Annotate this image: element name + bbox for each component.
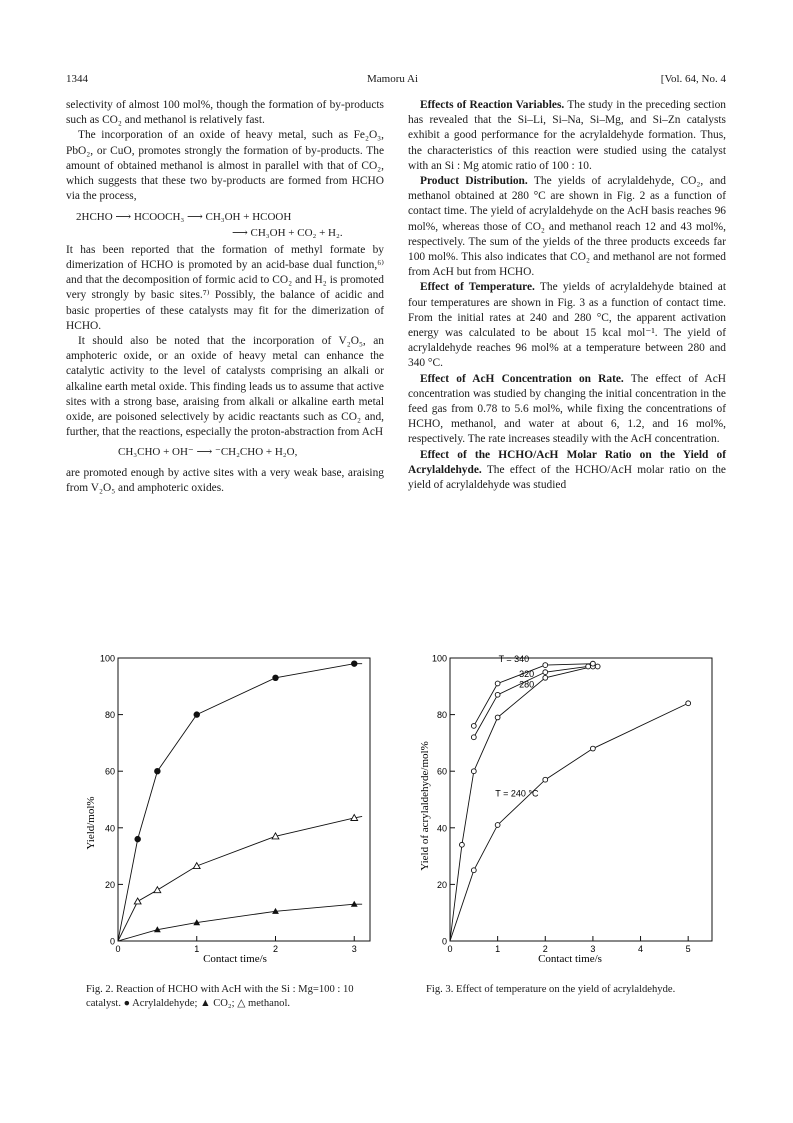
annotation-label: 320 [519, 668, 535, 679]
y-tick-label: 80 [436, 710, 447, 721]
data-point-open-circle [586, 664, 591, 669]
x-tick-label: 3 [590, 944, 596, 954]
series-line [450, 703, 688, 941]
data-point-open-triangle [154, 887, 161, 893]
y-tick-label: 0 [441, 936, 447, 947]
figure-3-caption: Fig. 3. Effect of temperature on the yield of acrylaldehyde. [426, 984, 676, 995]
x-tick-label: 4 [638, 944, 644, 954]
right-column [408, 98, 726, 493]
paragraph: It should also be noted that the incorporation of V₂O₅, an amphoteric oxide, or an oxide of heavy metal can enhance the catalytic activity to the level of catalysts comprising an alkali or alkaline earth metal oxide. This finding leads us to assume that active sites with a strong base, araising from alkali or alkaline earth metal oxide, are poisoned selectively by acidic reactants such as CO₂ and, further, that the reactions, especially the proton-abstraction from AcH [66, 335, 384, 439]
section-heading: Effect of AcH Concentration on Rate. [420, 372, 624, 385]
paragraph: are promoted enough by active sites with a very weak base, araising from V₂O₅ and amphoteric oxides. [66, 466, 384, 494]
page-header [66, 73, 726, 87]
series-line [118, 816, 362, 941]
data-point-open-circle [543, 670, 548, 675]
data-point-filled-circle [272, 675, 278, 681]
y-tick-label: 20 [104, 879, 115, 890]
y-tick-label: 100 [431, 653, 447, 664]
data-point-open-circle [495, 715, 500, 720]
data-point-open-circle [543, 675, 548, 680]
paragraph: Effects of Reaction Variables. The study in the preceding section has revealed that the Si–Li, Si–Na, Si–Mg, and Si–Zn catalysts exhibit a good performance for the acrylaldehyde formation. Thus, the characteristics of this reaction were studied using the catalyst with an Si : Mg atomic ratio of 100 : 10. [408, 99, 727, 172]
y-tick-label: 40 [436, 823, 447, 834]
data-point-open-circle [471, 769, 476, 774]
x-tick-label: 2 [542, 944, 548, 954]
data-point-filled-circle [351, 660, 357, 666]
paragraph: Effect of AcH Concentration on Rate. The effect of AcH concentration was studied by changing the initial concentration in the feed gas from 0.78 to 5.6 mol%, while fixing the concentrations of HCHO, methanol, and water at about 6, 1.2, and 16 mol%, respectively. The rate increases steadily with the AcH concentration. [408, 372, 726, 446]
journal-volume: [Vol. 64, No. 4 [660, 73, 726, 85]
y-tick-label: 40 [104, 823, 115, 834]
series-line [118, 664, 362, 941]
data-point-open-circle [495, 823, 500, 828]
paragraph: Effect of Temperature. The yields of acrylaldehyde btained at four temperatures are shown in Fig. 3 as a function of contact time. From the initial rates at 240 and 280 °C, the apparent activation energy was calculated to be about 15 kcal mol⁻¹. The yield of acrylaldehyde reaches 96 mol% at a temperature between 280 and 340 °C. [408, 281, 727, 370]
annotation-label: T = 240 °C [495, 788, 539, 799]
data-point-open-circle [495, 692, 500, 697]
data-point-open-circle [543, 663, 548, 668]
x-tick-label: 5 [685, 944, 691, 954]
data-point-open-circle [591, 661, 596, 666]
y-tick-label: 80 [104, 710, 115, 721]
figure-3-chart [408, 648, 718, 978]
x-tick-label: 1 [495, 944, 501, 954]
y-axis-label: Yield/mol% [85, 796, 97, 850]
x-tick-label: 2 [272, 944, 279, 954]
equation-proton-abstraction: CH₃CHO + OH⁻ ⟶ ⁻CH₂CHO + H₂O, [118, 446, 298, 459]
data-point-open-circle [543, 777, 548, 782]
y-tick-label: 100 [99, 653, 115, 664]
x-tick-label: 1 [194, 944, 200, 954]
plot-frame [118, 658, 370, 941]
data-point-open-triangle [193, 863, 200, 869]
equation-line: 2HCHO ⟶ HCOOCH₃ ⟶ CH₃OH + HCOOH [76, 211, 292, 224]
equation-formate [76, 210, 384, 240]
series-line [118, 904, 362, 941]
paragraph: Effect of the HCHO/AcH Molar Ratio on the Yield of Acrylaldehyde. The effect of the HCHO/AcH molar ratio on the yield of acrylaldehyde was studied [408, 448, 726, 492]
x-tick-label: 0 [115, 944, 121, 954]
paragraph: selectivity of almost 100 mol%, though the formation of by-products such as CO₂ and methanol is relatively fast. [66, 99, 384, 127]
figure-2-caption: Fig. 2. Reaction of HCHO with AcH with the Si : Mg=100 : 10 catalyst. ● Acrylaldehyde; ▲ CO₂; △ methanol. [86, 984, 354, 1009]
paragraph: The incorporation of an oxide of heavy metal, such as Fe₂O₃, PbO₂, or CuO, promotes strongly the formation of by-products. The amount of obtained methanol is almost in parallel with that of CO₂, which suggests that these two by-products are formed from HCHO via the process, [66, 129, 384, 203]
paragraph: Product Distribution. The yields of acrylaldehyde, CO₂, and methanol obtained at 280 °C are shown in Fig. 2 as a function of contact time. The yield of acrylaldehyde on the AcH basis reaches 96 mol%, whereas those of CO₂ and methanol reach 12 and 43 mol%, respectively. The sum of the yields of the three products exceeds far 100 mol%. This also indicates that CO₂ and methanol are not formed from AcH but from HCHO. [408, 175, 726, 279]
y-tick-label: 60 [436, 766, 447, 777]
x-axis-label: Contact time/s [538, 953, 602, 965]
data-point-open-circle [591, 746, 596, 751]
data-point-filled-circle [194, 711, 200, 717]
section-heading: Effects of Reaction Variables. [420, 99, 565, 111]
figure-2-chart [66, 648, 376, 978]
data-point-open-circle [686, 701, 691, 706]
x-tick-label: 0 [447, 944, 453, 954]
data-point-filled-circle [154, 768, 160, 774]
page-number: 1344 [66, 73, 88, 85]
data-point-open-circle [471, 868, 476, 873]
data-point-open-circle [471, 724, 476, 729]
data-point-open-circle [471, 735, 476, 740]
paragraph: It has been reported that the formation of methyl formate by dimerization of HCHO is promoted by an acid-base dual function,⁶⁾ and that the decomposition of formic acid to CO₂ and H₂ is promoted very strongly by basic sites.⁷⁾ Possibly, the balance of acidic and basic properties of these catalysts may fit for the dimerization of HCHO. [66, 243, 384, 332]
data-point-open-circle [460, 842, 465, 847]
data-point-filled-circle [134, 836, 140, 842]
section-heading: Product Distribution. [420, 175, 528, 188]
y-tick-label: 60 [104, 766, 115, 777]
annotation-label: 280 [519, 679, 535, 690]
y-tick-label: 0 [109, 936, 115, 947]
y-axis-label: Yield of acrylaldehyde/mol% [419, 741, 431, 871]
section-heading: Effect of the HCHO/AcH Molar Ratio on the Yield of Acrylaldehyde. [408, 448, 726, 476]
left-column [66, 98, 384, 496]
running-author: Mamoru Ai [367, 73, 419, 85]
annotation-label: T = 340 [498, 653, 530, 664]
data-point-open-circle [495, 681, 500, 686]
data-point-open-triangle [134, 898, 141, 904]
x-axis-label: Contact time/s [203, 953, 267, 965]
section-heading: Effect of Temperature. [420, 281, 535, 294]
y-tick-label: 20 [436, 879, 447, 890]
x-tick-label: 3 [351, 944, 357, 954]
data-point-open-circle [595, 664, 600, 669]
plot-frame [450, 658, 712, 941]
equation-line: ⟶ CH₃OH + CO₂ + H₂. [232, 226, 343, 239]
series-line [450, 666, 598, 941]
